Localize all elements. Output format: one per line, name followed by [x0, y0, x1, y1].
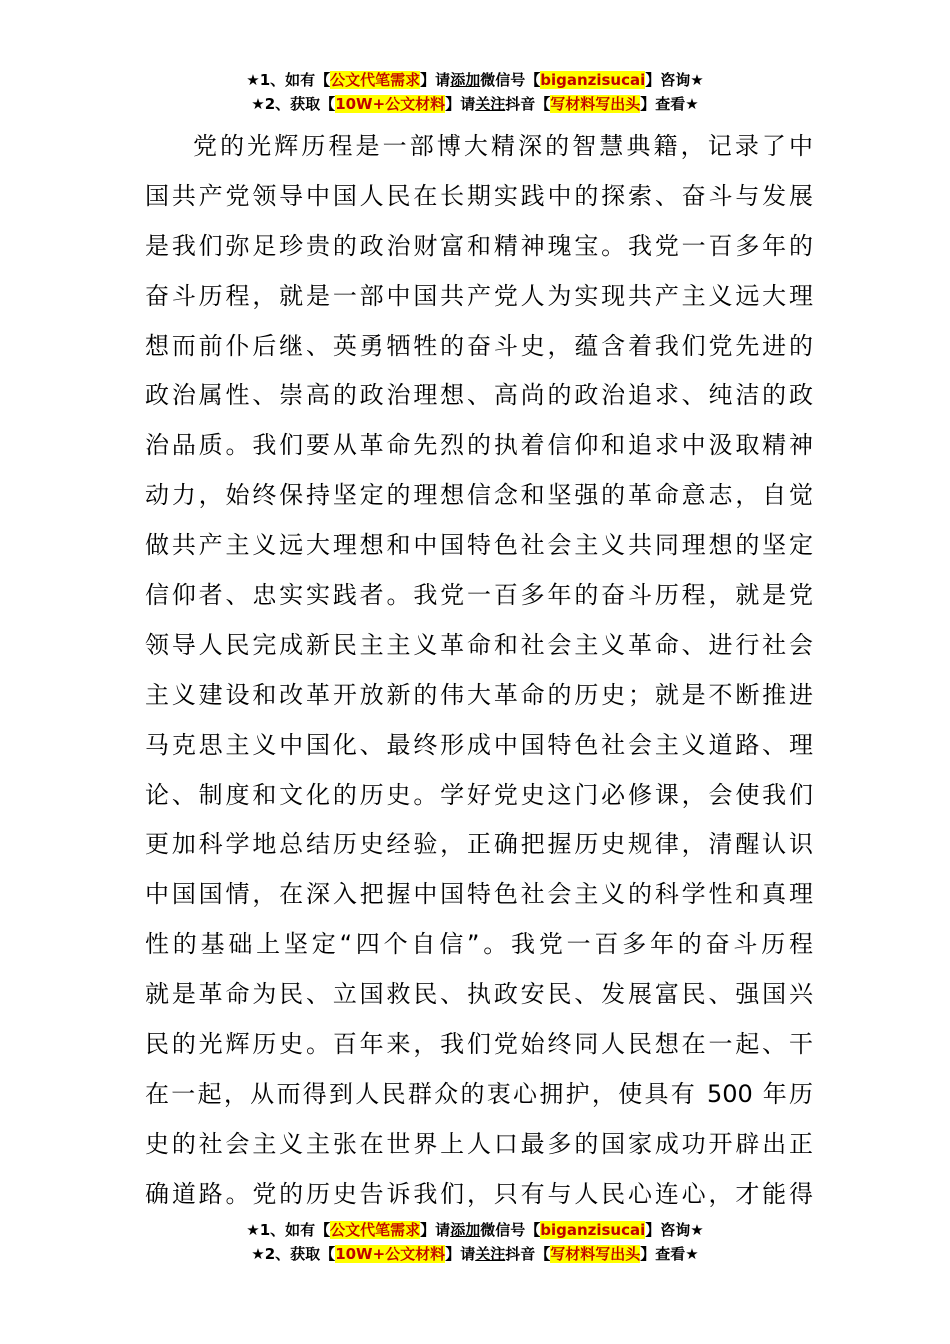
body-line: 信仰者、忠实实践者。我党一百多年的奋斗历程，就是党 [145, 581, 813, 610]
banner-highlight: 写材料写出头 [550, 95, 641, 113]
document-body [145, 122, 813, 1220]
body-line: 更加科学地总结历史经验，正确把握历史规律，清醒认识 [145, 830, 813, 859]
banner-highlight: 公文代笔需求 [330, 71, 421, 89]
banner-text: 微信号【 [480, 1221, 541, 1239]
banner-text: 】查看★ [640, 1245, 699, 1263]
body-line: 做共产主义远大理想和中国特色社会主义共同理想的坚定 [145, 531, 813, 560]
body-line: 国共产党领导中国人民在长期实践中的探索、奋斗与发展 [145, 181, 813, 210]
body-line: 就是革命为民、立国救民、执政安民、发展富民、强国兴 [145, 980, 813, 1009]
body-line: 治品质。我们要从革命先烈的执着信仰和追求中汲取精神 [145, 431, 813, 460]
body-line: 确道路。党的历史告诉我们，只有与人民心连心，才能得 [145, 1179, 813, 1208]
banner-highlight: 写材料写出头 [550, 1245, 641, 1263]
banner-underlined: 添加 [450, 1221, 481, 1239]
body-line: 政治属性、崇高的政治理想、高尚的政治追求、纯洁的政 [145, 381, 813, 410]
banner-text: ★2、获取【 [251, 1245, 336, 1263]
banner-underlined: 关注 [475, 95, 506, 113]
body-line: 想而前仆后继、英勇牺牲的奋斗史，蕴含着我们党先进的 [145, 331, 813, 360]
banner-text: ★2、获取【 [251, 95, 336, 113]
body-line: 性的基础上坚定“四个自信”。我党一百多年的奋斗历程 [145, 930, 813, 959]
body-line: 民的光辉历史。百年来，我们党始终同人民想在一起、干 [145, 1030, 813, 1059]
body-line: 史的社会主义主张在世界上人口最多的国家成功开辟出正 [145, 1129, 813, 1158]
banner-line-2 [0, 1242, 950, 1266]
body-line: 党的光辉历程是一部博大精深的智慧典籍，记录了中 [193, 132, 813, 160]
banner-underlined: 添加 [450, 71, 481, 89]
body-line: 领导人民完成新民主主义革命和社会主义革命、进行社会 [145, 630, 813, 659]
body-line: 是我们弥足珍贵的政治财富和精神瑰宝。我党一百多年的 [145, 231, 813, 260]
body-line: 主义建设和改革开放新的伟大革命的历史；就是不断推进 [145, 680, 813, 709]
banner-line-1 [0, 1218, 950, 1242]
banner-text: 】请 [445, 1245, 476, 1263]
body-line: 奋斗历程，就是一部中国共产党人为实现共产主义远大理 [145, 281, 813, 310]
body-line: 马克思主义中国化、最终形成中国特色社会主义道路、理 [145, 730, 813, 759]
banner-text: 】请 [445, 95, 476, 113]
banner-text: 微信号【 [480, 71, 541, 89]
banner-text: ★1、如有【 [246, 1221, 331, 1239]
banner-highlight: 10W+公文材料 [335, 1245, 446, 1263]
header-banner [0, 68, 950, 116]
banner-text: 】请 [420, 71, 451, 89]
banner-highlight: 公文代笔需求 [330, 1221, 421, 1239]
banner-underlined: 关注 [475, 1245, 506, 1263]
banner-text: 】咨询★ [645, 71, 704, 89]
body-line: 在一起，从而得到人民群众的衷心拥护，使具有 500 年历 [145, 1079, 813, 1108]
banner-text: ★1、如有【 [246, 71, 331, 89]
banner-text: 】查看★ [640, 95, 699, 113]
body-line: 动力，始终保持坚定的理想信念和坚强的革命意志，自觉 [145, 481, 813, 510]
body-line: 论、制度和文化的历史。学好党史这门必修课，会使我们 [145, 780, 813, 809]
banner-text: 抖音【 [505, 95, 551, 113]
banner-text: 抖音【 [505, 1245, 551, 1263]
footer-banner [0, 1218, 950, 1266]
banner-highlight: biganzisucai [540, 71, 646, 89]
banner-text: 】请 [420, 1221, 451, 1239]
banner-highlight: biganzisucai [540, 1221, 646, 1239]
banner-line-1 [0, 68, 950, 92]
banner-text: 】咨询★ [645, 1221, 704, 1239]
banner-highlight: 10W+公文材料 [335, 95, 446, 113]
banner-line-2 [0, 92, 950, 116]
body-line: 中国国情，在深入把握中国特色社会主义的科学性和真理 [145, 880, 813, 909]
